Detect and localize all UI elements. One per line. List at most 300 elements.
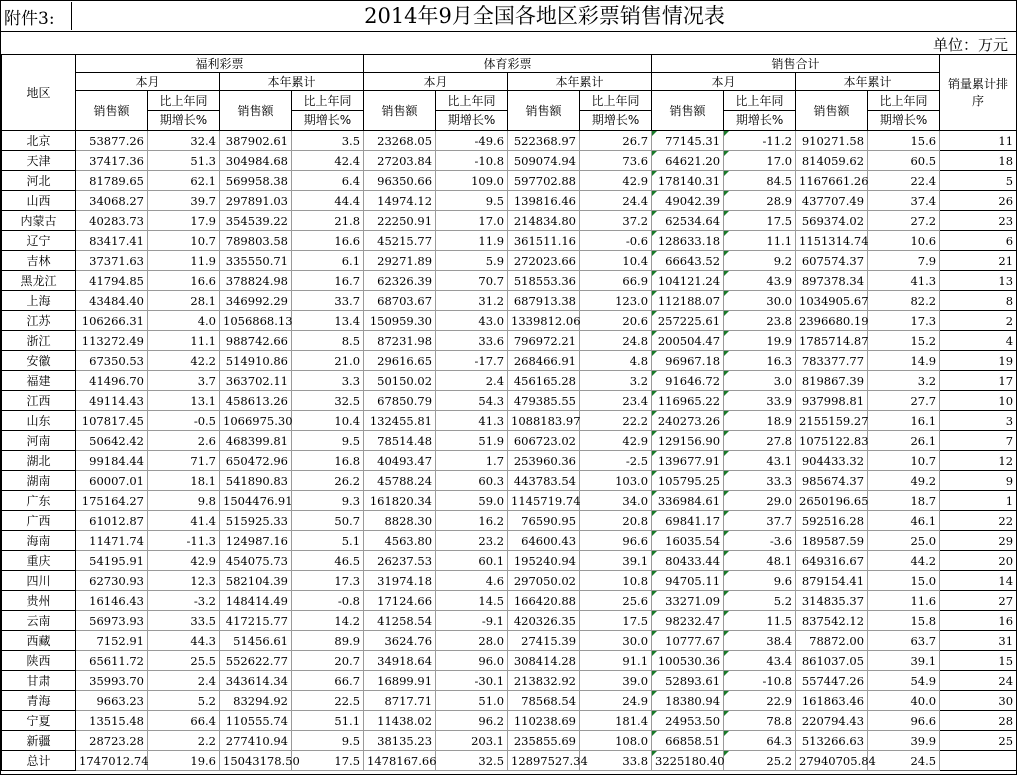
cell-sports-month-yoy: 23.2 [436, 531, 508, 551]
cell-sports-ytd-yoy: 20.6 [580, 311, 652, 331]
header-welfare-ytd: 本年累计 [220, 73, 364, 91]
cell-total-month-sales: 100530.36 [652, 651, 724, 671]
header-yoy-line2: 期增长% [735, 112, 784, 127]
header-yoy [292, 91, 364, 131]
cell-sports-month-sales: 26237.53 [364, 551, 436, 571]
cell-sports-ytd-yoy: 34.0 [580, 491, 652, 511]
cell-welfare-ytd-sales: 569958.38 [220, 171, 292, 191]
cell-welfare-month-sales: 175164.27 [76, 491, 148, 511]
cell-welfare-month-yoy: -3.2 [148, 591, 220, 611]
cell-region: 青海 [2, 691, 76, 711]
cell-total-ytd-sales: 879154.41 [796, 571, 868, 591]
cell-total-ytd-sales: 2650196.65 [796, 491, 868, 511]
cell-welfare-ytd-yoy: 21.8 [292, 211, 364, 231]
cell-total-ytd-yoy: 39.1 [868, 651, 940, 671]
cell-sports-month-sales: 45215.77 [364, 231, 436, 251]
cell-total-month-sales: 52893.61 [652, 671, 724, 691]
cell-rank: 3 [940, 411, 1017, 431]
cell-region: 山西 [2, 191, 76, 211]
cell-sports-month-yoy: 70.7 [436, 271, 508, 291]
cell-welfare-ytd-sales: 458613.26 [220, 391, 292, 411]
table-row [2, 591, 1017, 611]
cell-welfare-month-yoy: 41.4 [148, 511, 220, 531]
cell-total-month-yoy: 11.1 [724, 231, 796, 251]
cell-sports-ytd-sales: 110238.69 [508, 711, 580, 731]
cell-welfare-ytd-yoy: 10.4 [292, 411, 364, 431]
cell-sports-month-yoy: 41.3 [436, 411, 508, 431]
cell-welfare-ytd-yoy: 22.5 [292, 691, 364, 711]
cell-region: 贵州 [2, 591, 76, 611]
cell-welfare-ytd-yoy: 8.5 [292, 331, 364, 351]
cell-sports-month-yoy: 51.0 [436, 691, 508, 711]
cell-rank: 2 [940, 311, 1017, 331]
cell-rank: 15 [940, 651, 1017, 671]
cell-total-month-yoy: 22.9 [724, 691, 796, 711]
cell-sports-month-yoy: 9.5 [436, 191, 508, 211]
cell-rank: 30 [940, 691, 1017, 711]
cell-total-ytd-yoy: 26.1 [868, 431, 940, 451]
header-total-month: 本月 [652, 73, 796, 91]
cell-region: 内蒙古 [2, 211, 76, 231]
cell-sports-month-sales: 31974.18 [364, 571, 436, 591]
cell-total-month-sales: 69841.17 [652, 511, 724, 531]
cell-region: 四川 [2, 571, 76, 591]
cell-sports-month-sales: 41258.54 [364, 611, 436, 631]
cell-welfare-ytd-yoy: 3.5 [292, 131, 364, 151]
cell-welfare-month-sales: 61012.87 [76, 511, 148, 531]
cell-sports-month-yoy: 11.9 [436, 231, 508, 251]
cell-sports-ytd-yoy: 10.8 [580, 571, 652, 591]
cell-sports-ytd-sales: 361511.16 [508, 231, 580, 251]
cell-total-ytd-yoy: 3.2 [868, 371, 940, 391]
cell-welfare-month-sales: 1747012.74 [76, 751, 148, 771]
cell-sports-month-sales: 22250.91 [364, 211, 436, 231]
cell-total-ytd-sales: 189587.59 [796, 531, 868, 551]
cell-total-month-sales: 128633.18 [652, 231, 724, 251]
cell-sports-month-yoy: 4.6 [436, 571, 508, 591]
cell-sports-ytd-yoy: 42.9 [580, 171, 652, 191]
cell-welfare-month-yoy: 17.9 [148, 211, 220, 231]
cell-welfare-month-yoy: 28.1 [148, 291, 220, 311]
cell-welfare-month-sales: 34068.27 [76, 191, 148, 211]
cell-welfare-month-sales: 16146.43 [76, 591, 148, 611]
cell-total-ytd-yoy: 22.4 [868, 171, 940, 191]
cell-total-month-yoy: 17.0 [724, 151, 796, 171]
cell-sports-ytd-sales: 64600.43 [508, 531, 580, 551]
cell-rank: 16 [940, 611, 1017, 631]
cell-sports-ytd-sales: 308414.28 [508, 651, 580, 671]
cell-total-month-yoy: -11.2 [724, 131, 796, 151]
cell-total-ytd-sales: 1034905.67 [796, 291, 868, 311]
cell-region: 上海 [2, 291, 76, 311]
header-yoy-line1: 比上年同 [580, 93, 651, 111]
cell-welfare-ytd-yoy: 6.1 [292, 251, 364, 271]
cell-total-month-yoy: 38.4 [724, 631, 796, 651]
cell-region: 吉林 [2, 251, 76, 271]
header-yoy [868, 91, 940, 131]
cell-welfare-ytd-yoy: 9.5 [292, 731, 364, 751]
cell-sports-month-yoy: 31.2 [436, 291, 508, 311]
table-row [2, 571, 1017, 591]
cell-region: 天津 [2, 151, 76, 171]
cell-welfare-month-sales: 54195.91 [76, 551, 148, 571]
cell-total-month-yoy: 37.7 [724, 511, 796, 531]
cell-welfare-month-sales: 83417.41 [76, 231, 148, 251]
cell-sports-month-yoy: 203.1 [436, 731, 508, 751]
cell-total-month-sales: 80433.44 [652, 551, 724, 571]
cell-welfare-month-yoy: 11.9 [148, 251, 220, 271]
cell-sports-ytd-yoy: 3.2 [580, 371, 652, 391]
cell-total-ytd-yoy: 41.3 [868, 271, 940, 291]
cell-rank: 27 [940, 591, 1017, 611]
table-row [2, 311, 1017, 331]
table-row [2, 671, 1017, 691]
cell-welfare-month-yoy: 4.0 [148, 311, 220, 331]
cell-welfare-month-yoy: 16.6 [148, 271, 220, 291]
header-rank: 销量累计排序 [940, 55, 1017, 131]
header-sales: 销售额 [652, 91, 724, 131]
header-yoy-line1: 比上年同 [724, 93, 795, 111]
cell-total-ytd-yoy: 10.6 [868, 231, 940, 251]
cell-sports-month-yoy: 60.3 [436, 471, 508, 491]
unit-label: 单位：万元 [932, 36, 1008, 54]
cell-total-ytd-sales: 985674.37 [796, 471, 868, 491]
cell-total-month-sales: 49042.39 [652, 191, 724, 211]
cell-welfare-month-yoy: 12.3 [148, 571, 220, 591]
cell-sports-month-sales: 16899.91 [364, 671, 436, 691]
header-yoy-line2: 期增长% [591, 112, 640, 127]
cell-rank [940, 751, 1017, 771]
cell-total-month-yoy: 48.1 [724, 551, 796, 571]
cell-total-month-yoy: 84.5 [724, 171, 796, 191]
cell-total-month-sales: 240273.26 [652, 411, 724, 431]
cell-sports-ytd-yoy: 123.0 [580, 291, 652, 311]
cell-sports-ytd-yoy: 73.6 [580, 151, 652, 171]
cell-sports-ytd-yoy: 23.4 [580, 391, 652, 411]
header-sales: 销售额 [364, 91, 436, 131]
cell-welfare-ytd-sales: 277410.94 [220, 731, 292, 751]
cell-sports-month-yoy: -9.1 [436, 611, 508, 631]
table-row [2, 391, 1017, 411]
cell-total-month-sales: 116965.22 [652, 391, 724, 411]
header-yoy-line1: 比上年同 [292, 93, 363, 111]
attachment-label: 附件3: [4, 9, 55, 29]
cell-total-month-sales: 3225180.40 [652, 751, 724, 771]
cell-total-month-yoy: 16.3 [724, 351, 796, 371]
header-yoy [580, 91, 652, 131]
cell-welfare-ytd-yoy: 9.3 [292, 491, 364, 511]
table-body [2, 131, 1017, 771]
cell-total-month-yoy: 43.9 [724, 271, 796, 291]
lottery-sales-table [1, 54, 1017, 771]
table-row [2, 651, 1017, 671]
cell-region: 北京 [2, 131, 76, 151]
cell-sports-ytd-sales: 235855.69 [508, 731, 580, 751]
cell-welfare-ytd-yoy: 32.5 [292, 391, 364, 411]
cell-total-month-sales: 64621.20 [652, 151, 724, 171]
sheet-title: 2014年9月全国各地区彩票销售情况表 [71, 2, 1017, 30]
cell-region: 湖北 [2, 451, 76, 471]
cell-welfare-month-yoy: 44.3 [148, 631, 220, 651]
cell-total-month-sales: 257225.61 [652, 311, 724, 331]
cell-welfare-month-sales: 49114.43 [76, 391, 148, 411]
cell-total-ytd-sales: 569374.02 [796, 211, 868, 231]
cell-welfare-month-sales: 50642.42 [76, 431, 148, 451]
cell-welfare-month-yoy: 39.7 [148, 191, 220, 211]
cell-welfare-ytd-yoy: 66.7 [292, 671, 364, 691]
cell-welfare-month-sales: 60007.01 [76, 471, 148, 491]
cell-total-ytd-yoy: 7.9 [868, 251, 940, 271]
cell-total-month-sales: 77145.31 [652, 131, 724, 151]
cell-sports-ytd-sales: 509074.94 [508, 151, 580, 171]
cell-total-ytd-yoy: 60.5 [868, 151, 940, 171]
cell-sports-ytd-sales: 297050.02 [508, 571, 580, 591]
cell-welfare-month-yoy: 2.4 [148, 671, 220, 691]
cell-sports-ytd-sales: 166420.88 [508, 591, 580, 611]
cell-total-ytd-yoy: 15.0 [868, 571, 940, 591]
cell-sports-month-sales: 87231.98 [364, 331, 436, 351]
cell-sports-ytd-sales: 456165.28 [508, 371, 580, 391]
cell-sports-ytd-yoy: 96.6 [580, 531, 652, 551]
header-yoy-line2: 期增长% [879, 112, 928, 127]
cell-welfare-month-yoy: 62.1 [148, 171, 220, 191]
cell-welfare-ytd-yoy: 16.8 [292, 451, 364, 471]
table-row [2, 471, 1017, 491]
cell-welfare-ytd-sales: 297891.03 [220, 191, 292, 211]
cell-welfare-ytd-sales: 541890.83 [220, 471, 292, 491]
cell-rank: 7 [940, 431, 1017, 451]
cell-welfare-ytd-sales: 124987.16 [220, 531, 292, 551]
cell-total-ytd-sales: 1167661.26 [796, 171, 868, 191]
cell-total-month-yoy: 11.5 [724, 611, 796, 631]
cell-sports-ytd-sales: 443783.54 [508, 471, 580, 491]
cell-welfare-month-yoy: 13.1 [148, 391, 220, 411]
cell-welfare-month-yoy: 42.2 [148, 351, 220, 371]
cell-sports-ytd-yoy: 4.8 [580, 351, 652, 371]
cell-total-ytd-sales: 314835.37 [796, 591, 868, 611]
cell-total-month-yoy: 29.0 [724, 491, 796, 511]
cell-total-ytd-yoy: 27.2 [868, 211, 940, 231]
cell-sports-month-yoy: 109.0 [436, 171, 508, 191]
cell-region: 甘肃 [2, 671, 76, 691]
cell-total-ytd-sales: 592516.28 [796, 511, 868, 531]
cell-total-ytd-yoy: 54.9 [868, 671, 940, 691]
cell-sports-month-sales: 38135.23 [364, 731, 436, 751]
cell-welfare-ytd-yoy: 16.7 [292, 271, 364, 291]
cell-total-month-yoy: 33.3 [724, 471, 796, 491]
cell-sports-month-sales: 68703.67 [364, 291, 436, 311]
cell-total-ytd-sales: 1151314.74 [796, 231, 868, 251]
cell-sports-ytd-yoy: 30.0 [580, 631, 652, 651]
cell-total-month-yoy: 78.8 [724, 711, 796, 731]
cell-welfare-month-yoy: 51.3 [148, 151, 220, 171]
table-row [2, 431, 1017, 451]
cell-welfare-month-sales: 62730.93 [76, 571, 148, 591]
cell-total-month-sales: 112188.07 [652, 291, 724, 311]
cell-sports-ytd-sales: 27415.39 [508, 631, 580, 651]
cell-welfare-month-yoy: 66.4 [148, 711, 220, 731]
cell-welfare-month-sales: 13515.48 [76, 711, 148, 731]
cell-welfare-ytd-sales: 514910.86 [220, 351, 292, 371]
cell-total-ytd-yoy: 16.1 [868, 411, 940, 431]
cell-welfare-month-sales: 35993.70 [76, 671, 148, 691]
cell-sports-ytd-yoy: 66.9 [580, 271, 652, 291]
cell-total-ytd-yoy: 40.0 [868, 691, 940, 711]
cell-rank: 17 [940, 371, 1017, 391]
cell-welfare-ytd-sales: 83294.92 [220, 691, 292, 711]
cell-total-ytd-yoy: 27.7 [868, 391, 940, 411]
cell-welfare-ytd-yoy: 33.7 [292, 291, 364, 311]
cell-total-ytd-yoy: 15.8 [868, 611, 940, 631]
table-row [2, 131, 1017, 151]
cell-total-month-yoy: 5.2 [724, 591, 796, 611]
cell-sports-ytd-yoy: 25.6 [580, 591, 652, 611]
cell-total-month-sales: 178140.31 [652, 171, 724, 191]
cell-welfare-ytd-yoy: 9.5 [292, 431, 364, 451]
cell-welfare-ytd-sales: 417215.77 [220, 611, 292, 631]
cell-sports-month-sales: 14974.12 [364, 191, 436, 211]
table-row [2, 551, 1017, 571]
cell-total-ytd-sales: 220794.43 [796, 711, 868, 731]
table-row [2, 231, 1017, 251]
cell-welfare-ytd-sales: 988742.66 [220, 331, 292, 351]
cell-welfare-ytd-yoy: 21.0 [292, 351, 364, 371]
cell-rank: 9 [940, 471, 1017, 491]
cell-welfare-ytd-sales: 148414.49 [220, 591, 292, 611]
table-row [2, 211, 1017, 231]
table-row [2, 511, 1017, 531]
cell-total-ytd-yoy: 11.6 [868, 591, 940, 611]
cell-sports-ytd-sales: 253960.36 [508, 451, 580, 471]
cell-welfare-month-sales: 11471.74 [76, 531, 148, 551]
table-row [2, 451, 1017, 471]
cell-region: 江苏 [2, 311, 76, 331]
cell-sports-month-sales: 161820.34 [364, 491, 436, 511]
title-row [1, 1, 1016, 32]
cell-region: 江西 [2, 391, 76, 411]
cell-welfare-month-yoy: 10.7 [148, 231, 220, 251]
cell-sports-ytd-yoy: 10.4 [580, 251, 652, 271]
cell-welfare-month-yoy: -0.5 [148, 411, 220, 431]
header-sports-ytd: 本年累计 [508, 73, 652, 91]
cell-region: 新疆 [2, 731, 76, 751]
cell-sports-month-sales: 4563.80 [364, 531, 436, 551]
cell-welfare-ytd-sales: 110555.74 [220, 711, 292, 731]
cell-welfare-month-sales: 40283.73 [76, 211, 148, 231]
cell-region: 安徽 [2, 351, 76, 371]
cell-welfare-ytd-sales: 1066975.30 [220, 411, 292, 431]
cell-total-month-sales: 66643.52 [652, 251, 724, 271]
cell-sports-month-sales: 45788.24 [364, 471, 436, 491]
cell-total-ytd-yoy: 39.9 [868, 731, 940, 751]
cell-total-ytd-yoy: 14.9 [868, 351, 940, 371]
header-region: 地区 [2, 55, 76, 131]
cell-sports-month-yoy: 54.3 [436, 391, 508, 411]
cell-welfare-month-sales: 81789.65 [76, 171, 148, 191]
cell-total-ytd-sales: 897378.34 [796, 271, 868, 291]
cell-sports-ytd-sales: 78568.54 [508, 691, 580, 711]
header-sports: 体育彩票 [364, 55, 652, 73]
cell-total-month-sales: 18380.94 [652, 691, 724, 711]
cell-total-month-yoy: 27.8 [724, 431, 796, 451]
header-sales: 销售额 [220, 91, 292, 131]
cell-sports-ytd-yoy: 24.9 [580, 691, 652, 711]
cell-welfare-month-yoy: 5.2 [148, 691, 220, 711]
cell-welfare-ytd-yoy: 50.7 [292, 511, 364, 531]
cell-sports-month-yoy: 59.0 [436, 491, 508, 511]
cell-total-ytd-sales: 1785714.87 [796, 331, 868, 351]
cell-total-month-sales: 129156.90 [652, 431, 724, 451]
cell-total-ytd-sales: 2396680.19 [796, 311, 868, 331]
cell-sports-ytd-sales: 420326.35 [508, 611, 580, 631]
cell-sports-month-sales: 62326.39 [364, 271, 436, 291]
cell-welfare-month-yoy: 19.6 [148, 751, 220, 771]
cell-total-month-yoy: 43.1 [724, 451, 796, 471]
cell-welfare-month-sales: 99184.44 [76, 451, 148, 471]
cell-welfare-month-sales: 106266.31 [76, 311, 148, 331]
cell-sports-ytd-sales: 1088183.97 [508, 411, 580, 431]
cell-total-ytd-sales: 910271.58 [796, 131, 868, 151]
header-sales: 销售额 [796, 91, 868, 131]
table-row [2, 631, 1017, 651]
cell-sports-month-yoy: -17.7 [436, 351, 508, 371]
cell-total-month-sales: 62534.64 [652, 211, 724, 231]
table-row [2, 411, 1017, 431]
cell-welfare-month-sales: 113272.49 [76, 331, 148, 351]
header-yoy-line2: 期增长% [159, 112, 208, 127]
cell-sports-month-yoy: 33.6 [436, 331, 508, 351]
cell-sports-month-yoy: 43.0 [436, 311, 508, 331]
cell-total-ytd-yoy: 96.6 [868, 711, 940, 731]
cell-sports-month-sales: 40493.47 [364, 451, 436, 471]
header-yoy [724, 91, 796, 131]
cell-welfare-ytd-sales: 515925.33 [220, 511, 292, 531]
cell-sports-ytd-sales: 195240.94 [508, 551, 580, 571]
cell-total-month-sales: 33271.09 [652, 591, 724, 611]
cell-welfare-ytd-sales: 354539.22 [220, 211, 292, 231]
cell-sports-month-sales: 11438.02 [364, 711, 436, 731]
cell-total-month-yoy: 28.9 [724, 191, 796, 211]
cell-sports-ytd-sales: 76590.95 [508, 511, 580, 531]
cell-sports-month-yoy: 2.4 [436, 371, 508, 391]
cell-rank: 21 [940, 251, 1017, 271]
cell-sports-month-sales: 150959.30 [364, 311, 436, 331]
cell-welfare-ytd-yoy: 46.5 [292, 551, 364, 571]
cell-sports-ytd-yoy: 108.0 [580, 731, 652, 751]
cell-total-ytd-sales: 607574.37 [796, 251, 868, 271]
cell-total-month-yoy: 9.6 [724, 571, 796, 591]
cell-sports-ytd-sales: 518553.36 [508, 271, 580, 291]
table-row [2, 351, 1017, 371]
cell-welfare-ytd-yoy: 20.7 [292, 651, 364, 671]
cell-rank: 4 [940, 331, 1017, 351]
cell-welfare-ytd-yoy: 6.4 [292, 171, 364, 191]
cell-sports-ytd-yoy: 181.4 [580, 711, 652, 731]
table-row [2, 371, 1017, 391]
cell-welfare-ytd-sales: 1504476.91 [220, 491, 292, 511]
header-sports-month: 本月 [364, 73, 508, 91]
cell-sports-month-sales: 78514.48 [364, 431, 436, 451]
cell-sports-ytd-sales: 687913.38 [508, 291, 580, 311]
cell-region: 广西 [2, 511, 76, 531]
cell-welfare-ytd-sales: 343614.34 [220, 671, 292, 691]
cell-sports-ytd-yoy: 24.8 [580, 331, 652, 351]
cell-region: 湖南 [2, 471, 76, 491]
cell-welfare-month-sales: 107817.45 [76, 411, 148, 431]
table-row [2, 491, 1017, 511]
cell-total-month-yoy: 43.4 [724, 651, 796, 671]
cell-region: 总计 [2, 751, 76, 771]
